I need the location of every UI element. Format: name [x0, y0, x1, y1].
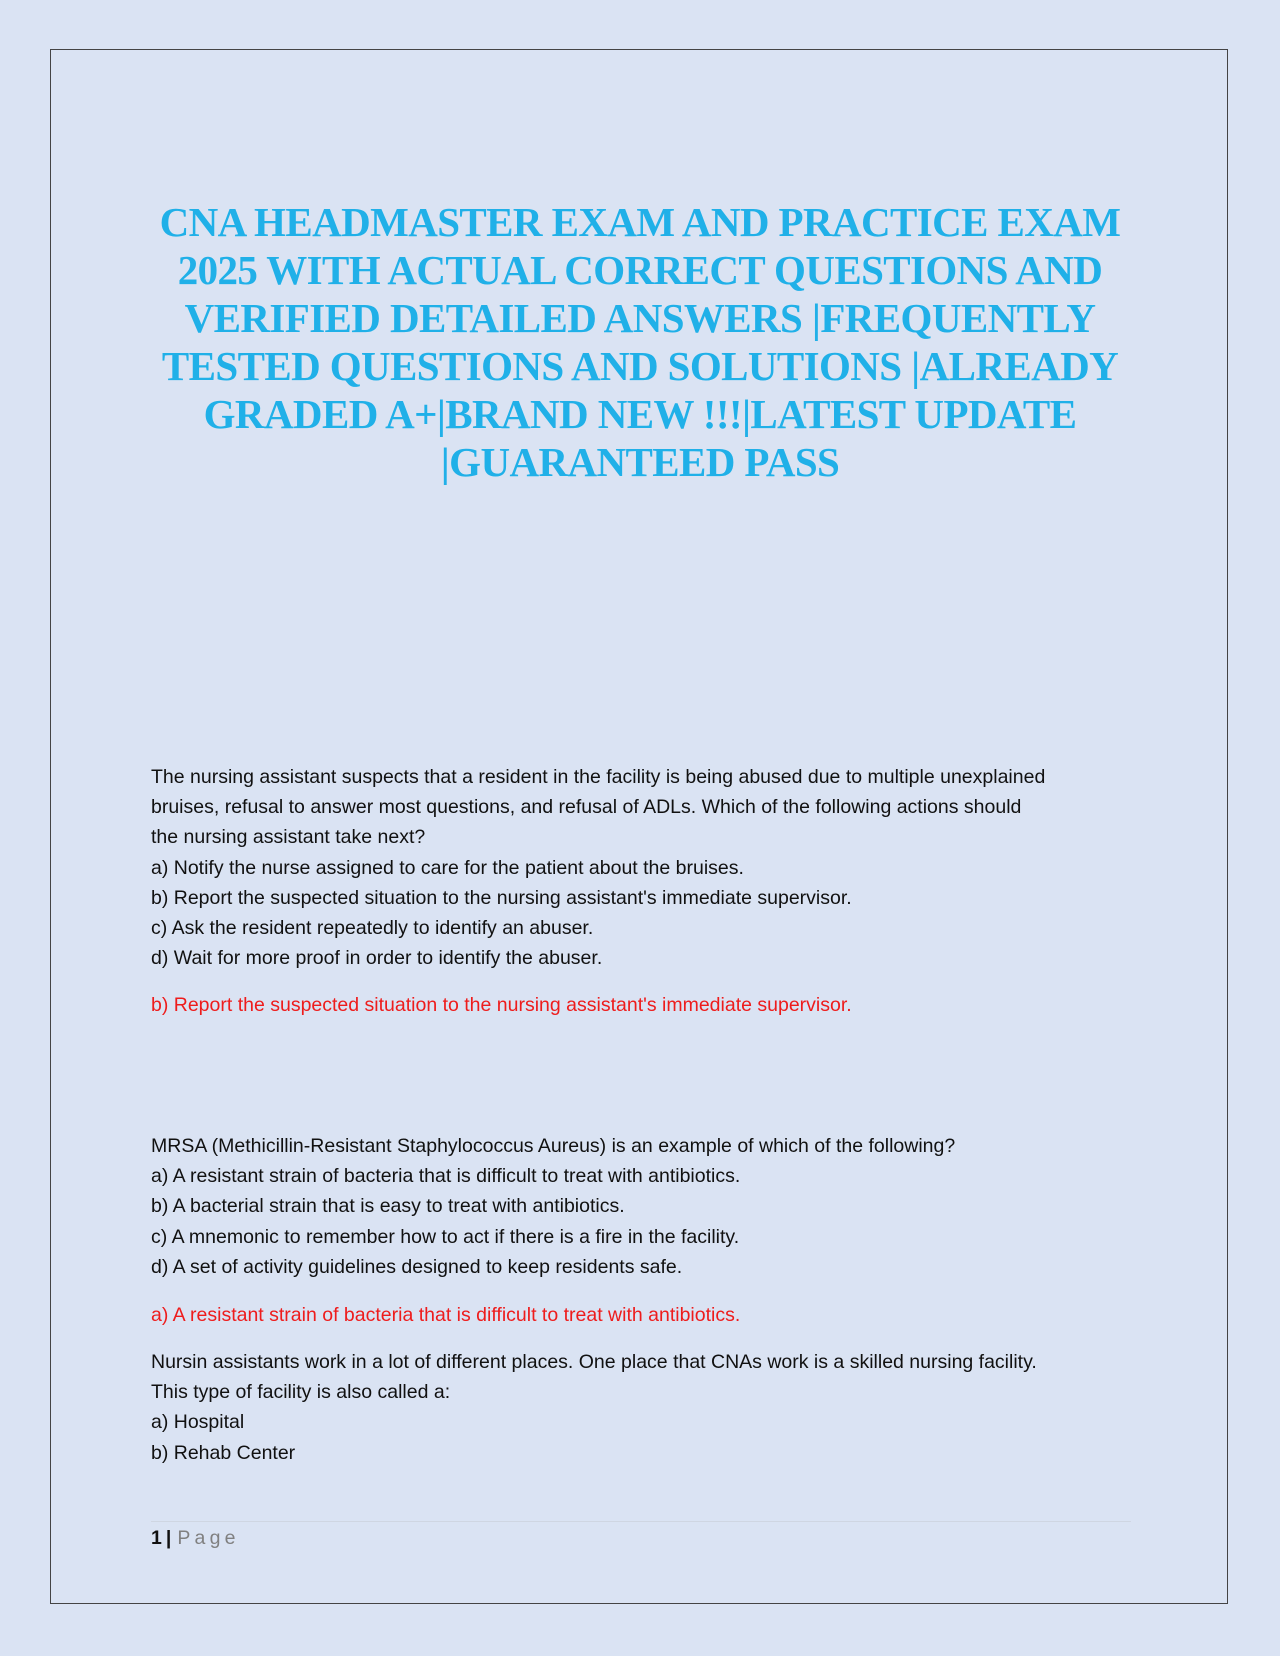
- title-line: VERIFIED DETAILED ANSWERS |FREQUENTLY: [184, 295, 1096, 341]
- question-2: [151, 1131, 1141, 1282]
- document-title: [140, 198, 1140, 486]
- question-2-option-c: c) A mnemonic to remember how to act if there is a fire in the facility.: [151, 1225, 740, 1248]
- title-line: TESTED QUESTIONS AND SOLUTIONS |ALREADY: [161, 343, 1119, 389]
- title-line: 2025 WITH ACTUAL CORRECT QUESTIONS AND: [177, 247, 1103, 293]
- question-1: [151, 762, 1141, 973]
- question-2-stem: MRSA (Methicillin-Resistant Staphylococcus Aureus) is an example of which of the following?: [151, 1135, 956, 1157]
- question-2-answer-block: [151, 1300, 1141, 1330]
- question-1-option-d: d) Wait for more proof in order to identify the abuser.: [151, 947, 603, 970]
- title-line: GRADED A+|BRAND NEW !!!|LATEST UPDATE: [203, 391, 1077, 437]
- question-1-option-a: a) Notify the nurse assigned to care for the patient about the bruises.: [151, 856, 744, 879]
- question-1-stem: The nursing assistant suspects that a resident in the facility is being abused due to multiple unexplained: [151, 766, 1046, 788]
- question-1-stem: the nursing assistant take next?: [151, 826, 426, 849]
- question-1-answer-block: [151, 990, 1141, 1020]
- question-1-option-c: c) Ask the resident repeatedly to identify an abuser.: [151, 917, 594, 940]
- question-2-option-d: d) A set of activity guidelines designed to keep residents safe.: [151, 1255, 683, 1278]
- title-line: CNA HEADMASTER EXAM AND PRACTICE EXAM: [159, 199, 1121, 245]
- page-number: 1: [151, 1527, 162, 1549]
- page-footer: [151, 1525, 240, 1551]
- title-line: |GUARANTEED PASS: [440, 439, 840, 485]
- question-3: [151, 1347, 1141, 1468]
- page-label: Page: [177, 1527, 240, 1549]
- question-2-option-a: a) A resistant strain of bacteria that is difficult to treat with antibiotics.: [151, 1165, 741, 1188]
- question-1-answer: b) Report the suspected situation to the nursing assistant's immediate supervisor.: [151, 994, 852, 1016]
- question-3-option-b: b) Rehab Center: [151, 1441, 296, 1464]
- footer-rule: [151, 1521, 1131, 1522]
- question-3-stem: This type of facility is also called a:: [151, 1381, 451, 1404]
- question-2-option-b: b) A bacterial strain that is easy to treat with antibiotics.: [151, 1195, 625, 1218]
- question-3-option-a: a) Hospital: [151, 1411, 245, 1434]
- question-1-option-b: b) Report the suspected situation to the nursing assistant's immediate supervisor.: [151, 886, 852, 909]
- footer-separator: |: [165, 1527, 172, 1549]
- question-3-stem: Nursin assistants work in a lot of different places. One place that CNAs work is a skilled nursing facility.: [151, 1351, 1037, 1373]
- question-2-answer: a) A resistant strain of bacteria that is difficult to treat with antibiotics.: [151, 1304, 741, 1326]
- question-1-stem: bruises, refusal to answer most questions, and refusal of ADLs. Which of the following actions should: [151, 796, 1022, 819]
